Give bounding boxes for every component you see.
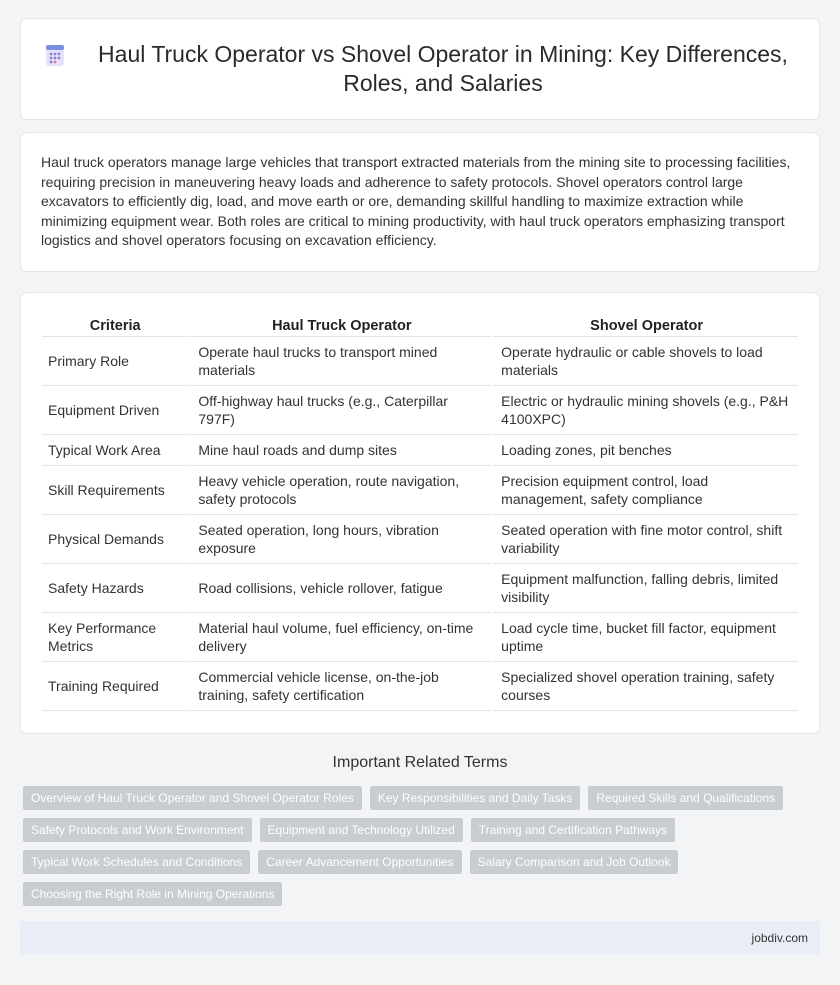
criteria-cell: Typical Work Area bbox=[42, 435, 188, 466]
related-term-tag[interactable]: Career Advancement Opportunities bbox=[258, 850, 461, 874]
related-term-tag[interactable]: Required Skills and Qualifications bbox=[588, 786, 783, 810]
criteria-cell: Physical Demands bbox=[42, 515, 188, 564]
footer-site-link[interactable]: jobdiv.com bbox=[751, 930, 808, 945]
criteria-cell: Primary Role bbox=[42, 337, 188, 386]
haul-truck-cell: Material haul volume, fuel efficiency, on-time delivery bbox=[188, 613, 491, 662]
table-row bbox=[42, 386, 798, 435]
related-term-tag[interactable]: Typical Work Schedules and Conditions bbox=[23, 850, 250, 874]
table-row bbox=[42, 466, 798, 515]
haul-truck-cell: Mine haul roads and dump sites bbox=[188, 435, 491, 466]
related-terms-title: Important Related Terms bbox=[332, 754, 508, 771]
shovel-cell: Specialized shovel operation training, safety courses bbox=[491, 662, 798, 711]
haul-truck-cell: Heavy vehicle operation, route navigation, safety protocols bbox=[188, 466, 491, 515]
shovel-cell: Electric or hydraulic mining shovels (e.g., P&H 4100XPC) bbox=[491, 386, 798, 435]
column-header-shovel: Shovel Operator bbox=[491, 313, 798, 337]
shovel-cell: Operate hydraulic or cable shovels to load materials bbox=[491, 337, 798, 386]
intro-paragraph: Haul truck operators manage large vehicles that transport extracted materials from the mining site to processing facilities, requiring precision in maneuvering heavy loads and adherence to safety protocols. Shovel operators control large excavators to efficiently dig, load, and move earth or ore, demanding skillful handling to maximize extraction while minimizing equipment wear. Both roles are critical to mining productivity, with haul truck operators emphasizing transport logistics and shovel operators focusing on excavation efficiency. bbox=[41, 154, 791, 249]
table-row bbox=[42, 515, 798, 564]
related-term-tag[interactable]: Safety Protocols and Work Environment bbox=[23, 818, 252, 842]
table-header-row bbox=[42, 313, 798, 337]
table-row bbox=[42, 662, 798, 711]
shovel-cell: Equipment malfunction, falling debris, limited visibility bbox=[491, 564, 798, 613]
table-row bbox=[42, 613, 798, 662]
criteria-cell: Training Required bbox=[42, 662, 188, 711]
document-icon bbox=[41, 41, 69, 69]
related-term-tag[interactable]: Choosing the Right Role in Mining Operations bbox=[23, 882, 282, 906]
haul-truck-cell: Commercial vehicle license, on-the-job training, safety certification bbox=[188, 662, 491, 711]
criteria-cell: Safety Hazards bbox=[42, 564, 188, 613]
related-term-tag[interactable]: Key Responsibilities and Daily Tasks bbox=[370, 786, 581, 810]
shovel-cell: Seated operation with fine motor control, shift variability bbox=[491, 515, 798, 564]
comparison-table bbox=[42, 313, 798, 711]
intro-card bbox=[20, 132, 820, 272]
related-term-tag[interactable]: Salary Comparison and Job Outlook bbox=[470, 850, 679, 874]
criteria-cell: Key Performance Metrics bbox=[42, 613, 188, 662]
haul-truck-cell: Seated operation, long hours, vibration exposure bbox=[188, 515, 491, 564]
shovel-cell: Load cycle time, bucket fill factor, equipment uptime bbox=[491, 613, 798, 662]
haul-truck-cell: Off-highway haul trucks (e.g., Caterpillar 797F) bbox=[188, 386, 491, 435]
shovel-cell: Precision equipment control, load management, safety compliance bbox=[491, 466, 798, 515]
column-header-haul-truck: Haul Truck Operator bbox=[188, 313, 491, 337]
table-row bbox=[42, 435, 798, 466]
haul-truck-cell: Operate haul trucks to transport mined materials bbox=[188, 337, 491, 386]
table-row bbox=[42, 564, 798, 613]
table-row bbox=[42, 337, 798, 386]
column-header-criteria: Criteria bbox=[42, 313, 188, 337]
criteria-cell: Equipment Driven bbox=[42, 386, 188, 435]
related-term-tag[interactable]: Equipment and Technology Utilized bbox=[260, 818, 463, 842]
related-term-tag[interactable]: Training and Certification Pathways bbox=[471, 818, 675, 842]
footer bbox=[20, 921, 820, 954]
related-term-tag[interactable]: Overview of Haul Truck Operator and Shovel Operator Roles bbox=[23, 786, 362, 810]
related-terms-list bbox=[23, 786, 823, 906]
criteria-cell: Skill Requirements bbox=[42, 466, 188, 515]
page-title: Haul Truck Operator vs Shovel Operator in Mining: Key Differences, Roles, and Salaries bbox=[98, 41, 788, 96]
haul-truck-cell: Road collisions, vehicle rollover, fatigue bbox=[188, 564, 491, 613]
comparison-table-card bbox=[20, 292, 820, 734]
shovel-cell: Loading zones, pit benches bbox=[491, 435, 798, 466]
header-card bbox=[20, 18, 820, 120]
